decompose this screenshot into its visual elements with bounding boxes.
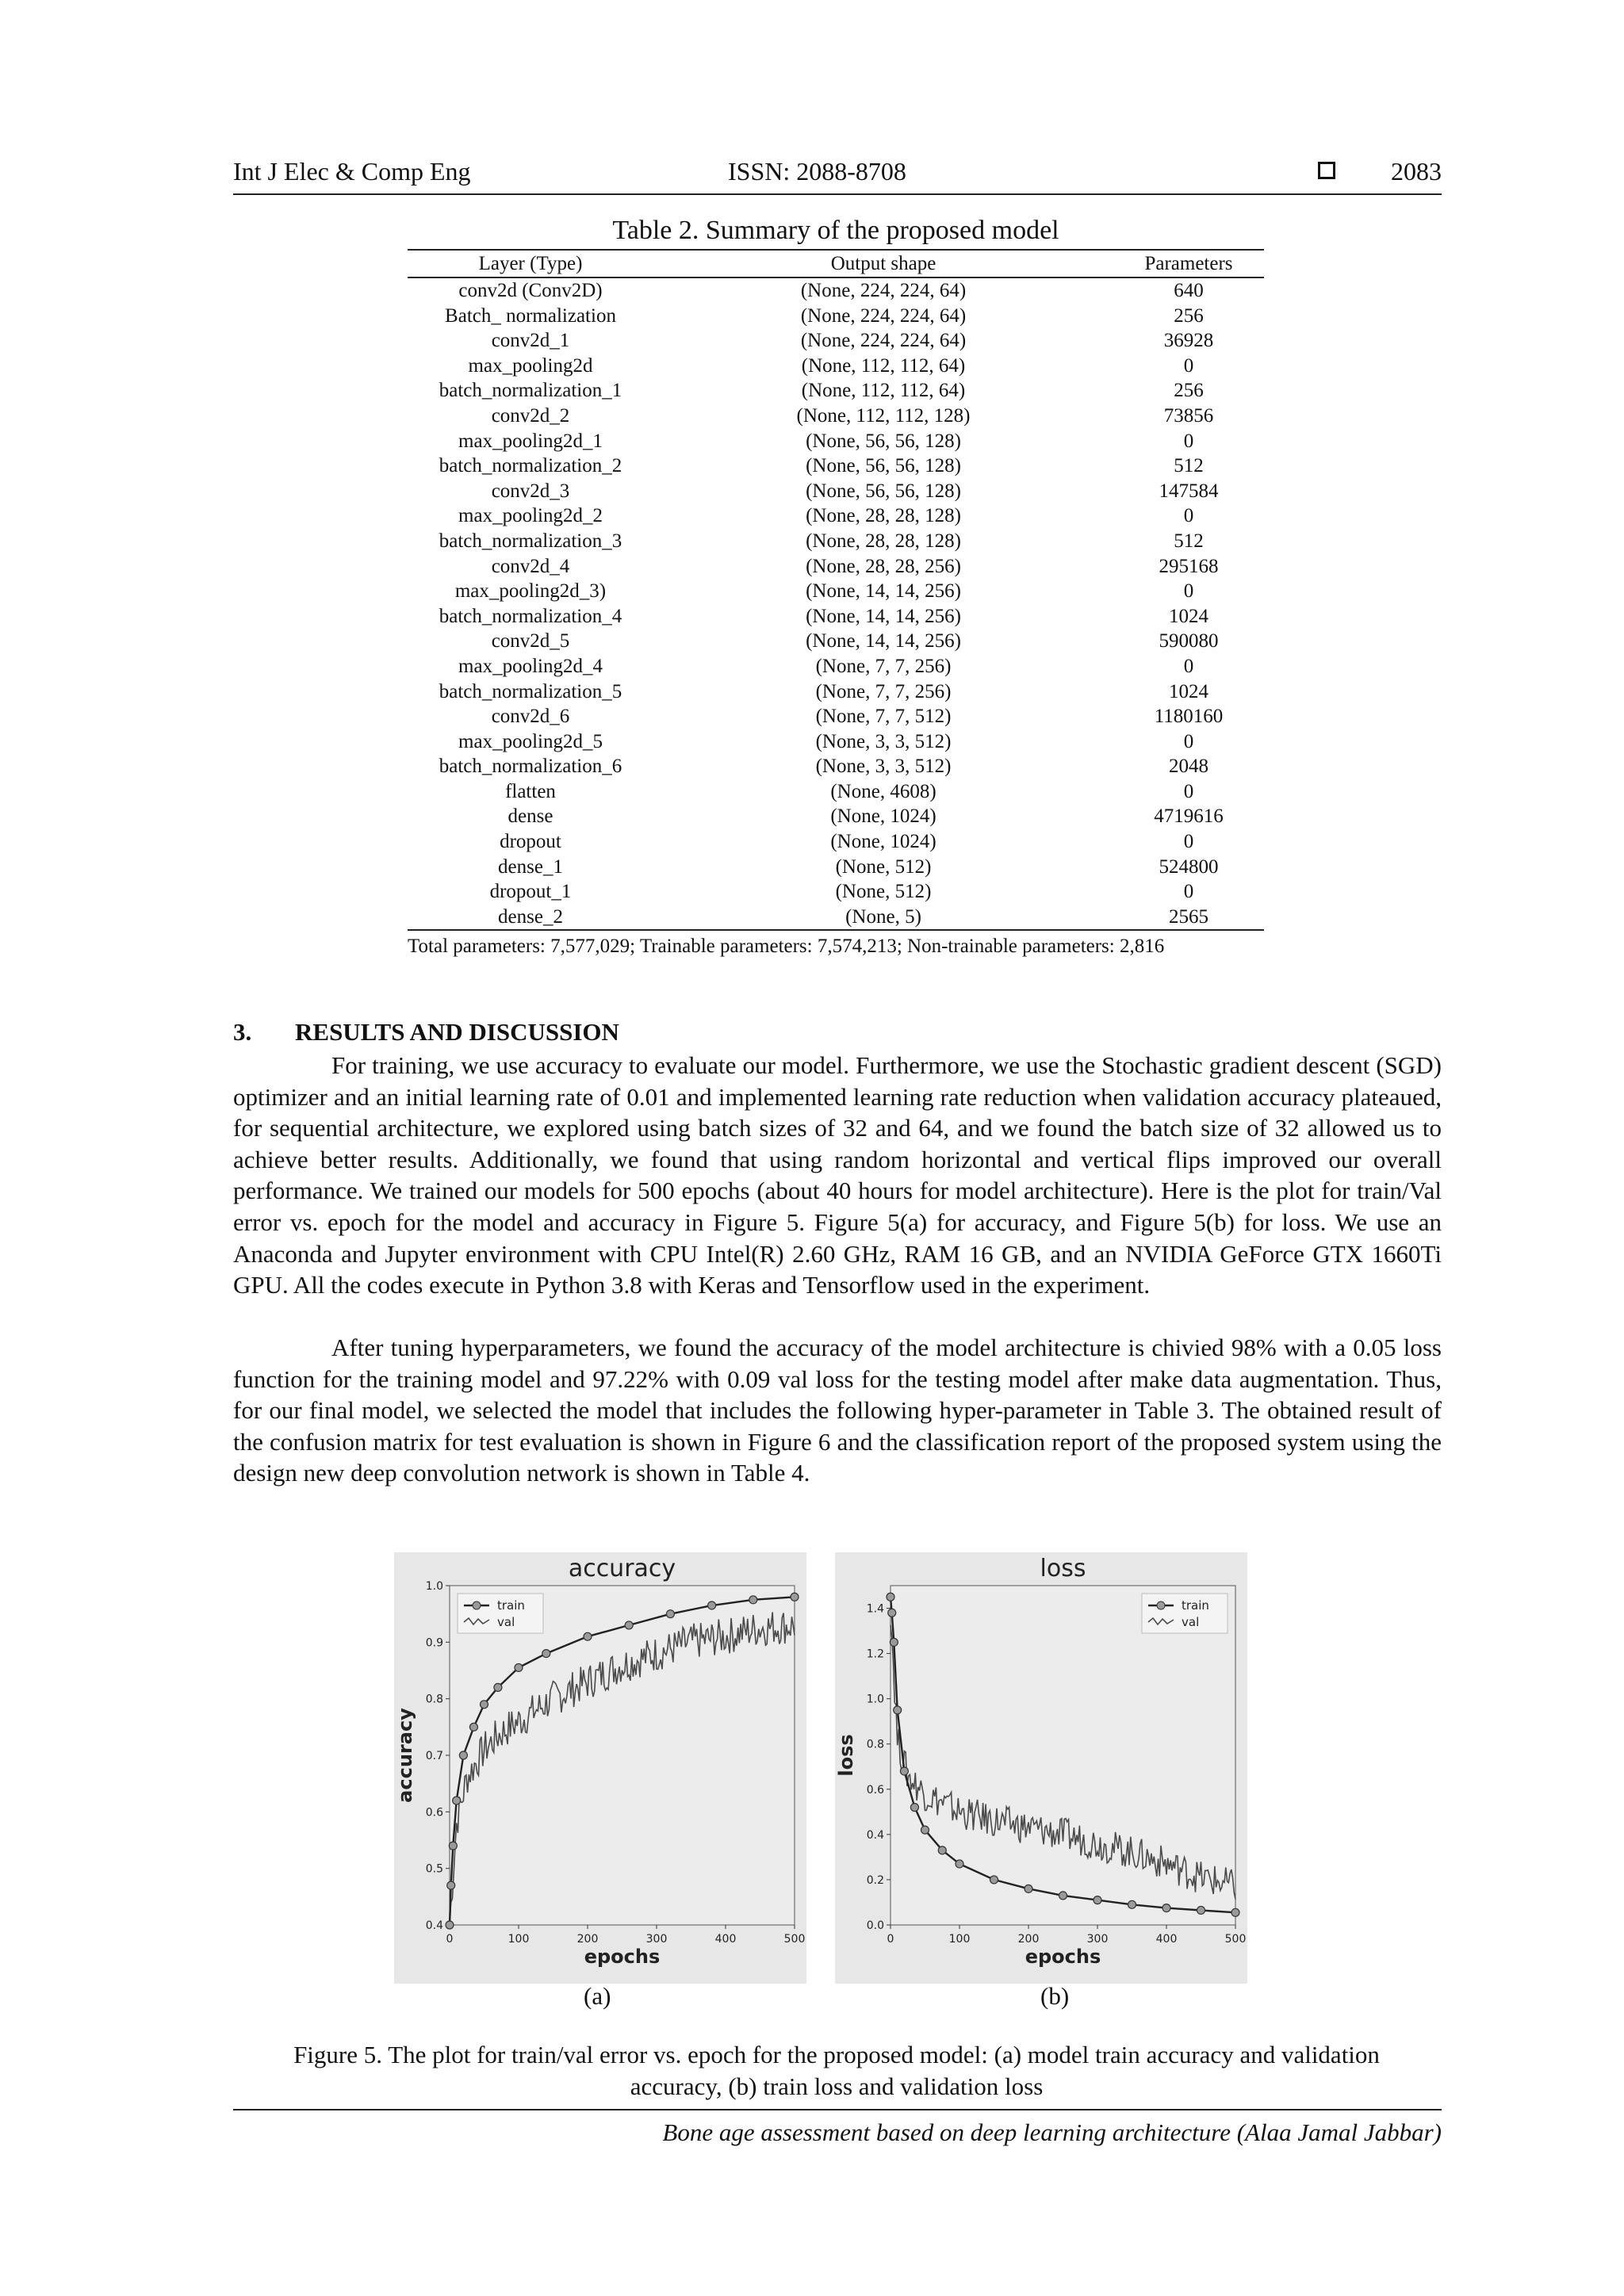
output-shape-cell: (None, 5) bbox=[653, 905, 1113, 931]
parameters-cell: 36928 bbox=[1163, 330, 1214, 352]
parameters-cell: 295168 bbox=[1159, 555, 1219, 577]
y-axis-label: loss bbox=[835, 1734, 857, 1777]
parameters-cell: 0 bbox=[1183, 430, 1194, 452]
table-row bbox=[408, 479, 1264, 504]
train-point bbox=[890, 1638, 898, 1646]
x-tick-label: 400 bbox=[714, 1933, 737, 1946]
y-tick-label: 0.4 bbox=[866, 1828, 884, 1842]
table-row bbox=[408, 404, 1264, 429]
table-row bbox=[408, 579, 1264, 604]
output-shape-cell: (None, 28, 28, 256) bbox=[806, 555, 961, 577]
y-axis-label: accuracy bbox=[394, 1708, 416, 1803]
layer-cell: max_pooling2d_5 bbox=[458, 730, 603, 752]
y-tick-label: 0.0 bbox=[866, 1919, 884, 1932]
output-shape-cell: (None, 112, 112, 64) bbox=[801, 354, 966, 377]
train-point bbox=[956, 1860, 963, 1868]
layer-cell: conv2d_6 bbox=[491, 706, 570, 728]
layer-cell: conv2d_2 bbox=[491, 404, 570, 427]
legend-label: train bbox=[1182, 1598, 1209, 1613]
table-row bbox=[408, 654, 1264, 679]
layer-cell: batch_normalization_1 bbox=[439, 380, 622, 402]
layer-cell: conv2d (Conv2D) bbox=[458, 280, 603, 301]
accuracy-plot bbox=[394, 1552, 806, 1984]
parameters-cell: 147584 bbox=[1159, 480, 1219, 502]
plot-area bbox=[891, 1586, 1235, 1925]
parameters-cell: 1024 bbox=[1169, 605, 1208, 627]
output-shape-cell: (None, 56, 56, 128) bbox=[806, 480, 961, 502]
layer-cell: Batch_ normalization bbox=[445, 304, 616, 327]
y-tick-label: 1.0 bbox=[425, 1580, 443, 1593]
parameters-cell: 0 bbox=[1183, 730, 1194, 752]
layer-cell: dropout_1 bbox=[489, 881, 572, 903]
parameters-cell: 0 bbox=[1183, 655, 1194, 677]
table-row bbox=[408, 629, 1264, 654]
output-shape-cell: (None, 28, 28, 128) bbox=[806, 530, 961, 552]
table-row bbox=[408, 604, 1264, 629]
table-row bbox=[408, 554, 1264, 580]
y-tick-label: 0.5 bbox=[425, 1862, 443, 1876]
output-shape-cell: (None, 3, 3, 512) bbox=[815, 730, 952, 752]
train-point bbox=[625, 1621, 633, 1629]
output-shape-cell: (None, 14, 14, 256) bbox=[806, 630, 961, 652]
x-tick-label: 0 bbox=[887, 1933, 894, 1946]
train-point bbox=[708, 1601, 716, 1609]
x-axis-label: epochs bbox=[1025, 1946, 1101, 1968]
train-point bbox=[449, 1842, 457, 1850]
layer-cell: max_pooling2d bbox=[468, 354, 593, 377]
parameters-cell: 590080 bbox=[1159, 630, 1219, 652]
train-point bbox=[1197, 1906, 1205, 1914]
train-point bbox=[938, 1846, 946, 1854]
output-shape-cell: (None, 56, 56, 128) bbox=[806, 430, 961, 452]
train-point bbox=[584, 1632, 592, 1640]
parameters-cell: 2565 bbox=[1113, 905, 1264, 931]
parameters-cell: 524800 bbox=[1159, 855, 1219, 878]
layer-cell: batch_normalization_5 bbox=[439, 680, 622, 702]
output-shape-cell: (None, 14, 14, 256) bbox=[806, 580, 961, 603]
parameters-cell: 0 bbox=[1183, 580, 1194, 603]
parameters-cell: 0 bbox=[1183, 831, 1194, 853]
train-point bbox=[515, 1663, 523, 1671]
x-tick-label: 500 bbox=[783, 1933, 806, 1946]
train-point bbox=[459, 1751, 467, 1759]
train-point bbox=[542, 1650, 550, 1658]
table-row bbox=[408, 729, 1264, 755]
column-header: Layer (Type) bbox=[408, 250, 653, 277]
table-row bbox=[408, 378, 1264, 404]
y-tick-label: 0.4 bbox=[425, 1919, 443, 1932]
table-row bbox=[408, 879, 1264, 905]
page-number: 2083 bbox=[1391, 157, 1442, 186]
train-point bbox=[990, 1876, 998, 1884]
train-point bbox=[894, 1706, 902, 1714]
square-bullet-icon bbox=[1318, 162, 1335, 179]
output-shape-cell: (None, 4608) bbox=[830, 780, 936, 802]
figure-caption: Figure 5. The plot for train/val error vs. epoch for the proposed model: (a) model train accuracy and validation accuracy, (b) train loss and validation loss bbox=[293, 2041, 1380, 2100]
table-row bbox=[408, 679, 1264, 705]
y-tick-label: 0.8 bbox=[866, 1738, 884, 1751]
layer-cell: conv2d_3 bbox=[491, 480, 570, 502]
output-shape-cell: (None, 224, 224, 64) bbox=[800, 330, 967, 352]
x-tick-label: 0 bbox=[446, 1933, 454, 1946]
x-tick-label: 300 bbox=[645, 1933, 668, 1946]
parameters-cell: 0 bbox=[1183, 505, 1194, 527]
layer-cell: conv2d_4 bbox=[491, 555, 570, 577]
page-footer: Bone age assessment based on deep learning architecture (Alaa Jamal Jabbar) bbox=[233, 2109, 1442, 2147]
x-tick-label: 100 bbox=[508, 1933, 530, 1946]
y-tick-label: 0.6 bbox=[425, 1806, 443, 1820]
train-point bbox=[1059, 1892, 1067, 1900]
layer-cell: max_pooling2d_3) bbox=[454, 580, 607, 603]
table-row bbox=[408, 855, 1264, 880]
train-point bbox=[1162, 1904, 1170, 1912]
parameters-cell: 0 bbox=[1183, 354, 1194, 377]
train-point bbox=[1231, 1908, 1239, 1916]
legend-label: train bbox=[497, 1598, 525, 1613]
parameters-cell: 1024 bbox=[1169, 680, 1208, 702]
table-row bbox=[408, 529, 1264, 554]
output-shape-cell: (None, 7, 7, 512) bbox=[815, 706, 952, 728]
train-point bbox=[887, 1593, 894, 1601]
x-axis-label: epochs bbox=[584, 1946, 661, 1968]
issn: ISSN: 2088-8708 bbox=[728, 157, 906, 186]
output-shape-cell: (None, 3, 3, 512) bbox=[815, 756, 952, 778]
layer-cell: dense_1 bbox=[498, 855, 563, 878]
table-row bbox=[408, 905, 1264, 931]
x-tick-label: 200 bbox=[1017, 1933, 1040, 1946]
layer-cell: batch_normalization_4 bbox=[439, 605, 622, 627]
parameters-cell: 256 bbox=[1174, 380, 1204, 402]
x-tick-label: 400 bbox=[1155, 1933, 1178, 1946]
train-point bbox=[469, 1723, 477, 1731]
train-point bbox=[791, 1593, 799, 1601]
legend-label: val bbox=[497, 1615, 515, 1629]
layer-cell: max_pooling2d_2 bbox=[458, 505, 603, 527]
parameters-cell: 2048 bbox=[1169, 756, 1208, 778]
parameters-cell: 73856 bbox=[1163, 404, 1214, 427]
y-tick-label: 1.4 bbox=[866, 1602, 884, 1616]
table-note: Total parameters: 7,577,029; Trainable parameters: 7,574,213; Non-trainable parameters: 2,816 bbox=[408, 936, 1165, 957]
column-header: Parameters bbox=[1113, 250, 1264, 277]
layer-cell: dropout bbox=[500, 831, 561, 853]
y-tick-label: 0.8 bbox=[425, 1693, 443, 1706]
layer-cell: batch_normalization_6 bbox=[439, 756, 622, 778]
layer-cell: max_pooling2d_4 bbox=[458, 655, 603, 677]
table-row bbox=[408, 704, 1264, 729]
layer-cell: dense bbox=[508, 806, 553, 828]
table-row bbox=[408, 804, 1264, 829]
table-row bbox=[408, 829, 1264, 855]
layer-cell: batch_normalization_2 bbox=[439, 455, 622, 477]
output-shape-cell: (None, 112, 112, 128) bbox=[796, 404, 971, 427]
table-row bbox=[408, 754, 1264, 779]
train-point bbox=[888, 1609, 896, 1617]
table-row bbox=[408, 429, 1264, 454]
table-row bbox=[408, 304, 1264, 329]
parameters-cell: 0 bbox=[1183, 881, 1194, 903]
x-tick-label: 200 bbox=[576, 1933, 599, 1946]
y-tick-label: 0.2 bbox=[866, 1873, 884, 1887]
layer-cell: batch_normalization_3 bbox=[439, 530, 622, 552]
chart-title: accuracy bbox=[568, 1555, 676, 1582]
layer-cell: flatten bbox=[505, 780, 556, 802]
train-point bbox=[900, 1767, 908, 1775]
output-shape-cell: (None, 224, 224, 64) bbox=[800, 304, 967, 327]
y-tick-label: 0.6 bbox=[866, 1783, 884, 1797]
body-paragraph: After tuning hyperparameters, we found the accuracy of the model architecture is chivied 98% with a 0.05 loss function for the training model and 97.22% with 0.09 val loss for the testing model after make data augmentation. Thus, for our final model, we selected the model that includes the following hyper-parameter in Table 3. The obtained result of the confusion matrix for test evaluation is shown in Figure 6 and the classification report of the proposed system using the design new deep convolution network is shown in Table 4. bbox=[233, 1334, 1442, 1487]
subfigure-label-a: (a) bbox=[584, 1982, 611, 2010]
train-point bbox=[1128, 1900, 1136, 1908]
train-point bbox=[453, 1797, 461, 1804]
section-title: RESULTS AND DISCUSSION bbox=[295, 1018, 619, 1046]
section-heading bbox=[233, 1018, 619, 1047]
page-header bbox=[233, 157, 1442, 195]
x-tick-label: 500 bbox=[1224, 1933, 1247, 1946]
legend-label: val bbox=[1182, 1615, 1200, 1629]
train-point bbox=[494, 1683, 502, 1691]
train-point bbox=[749, 1596, 757, 1604]
table-header-row bbox=[408, 250, 1264, 277]
y-tick-label: 1.0 bbox=[866, 1693, 884, 1706]
train-point bbox=[921, 1826, 929, 1834]
parameters-cell: 256 bbox=[1174, 304, 1204, 327]
chart-title: loss bbox=[1040, 1555, 1086, 1582]
x-tick-label: 300 bbox=[1086, 1933, 1109, 1946]
y-tick-label: 0.9 bbox=[425, 1636, 443, 1650]
y-tick-label: 1.2 bbox=[866, 1647, 884, 1661]
parameters-cell: 4719616 bbox=[1154, 806, 1224, 828]
output-shape-cell: (None, 28, 28, 128) bbox=[806, 505, 961, 527]
table-row bbox=[408, 779, 1264, 805]
layer-cell: conv2d_1 bbox=[491, 330, 570, 352]
train-point bbox=[447, 1881, 455, 1889]
legend-train-marker bbox=[1157, 1601, 1165, 1609]
layer-cell: max_pooling2d_1 bbox=[458, 430, 603, 452]
parameters-cell: 1180160 bbox=[1154, 706, 1224, 728]
output-shape-cell: (None, 7, 7, 256) bbox=[815, 655, 952, 677]
output-shape-cell: (None, 224, 224, 64) bbox=[800, 280, 967, 301]
output-shape-cell: (None, 112, 112, 64) bbox=[801, 380, 966, 402]
output-shape-cell: (None, 56, 56, 128) bbox=[806, 455, 961, 477]
table-row bbox=[408, 503, 1264, 529]
parameters-cell: 512 bbox=[1174, 455, 1204, 477]
output-shape-cell: (None, 512) bbox=[835, 881, 932, 903]
train-point bbox=[446, 1921, 454, 1929]
train-point bbox=[1094, 1896, 1101, 1904]
train-point bbox=[1025, 1885, 1032, 1892]
train-point bbox=[910, 1804, 918, 1812]
output-shape-cell: (None, 7, 7, 256) bbox=[815, 680, 952, 702]
table-row bbox=[408, 354, 1264, 379]
table-title: Table 2. Summary of the proposed model bbox=[612, 216, 1059, 245]
table-row bbox=[408, 453, 1264, 479]
output-shape-cell: (None, 14, 14, 256) bbox=[806, 605, 961, 627]
output-shape-cell: (None, 1024) bbox=[830, 806, 936, 828]
train-point bbox=[666, 1610, 674, 1618]
train-point bbox=[481, 1701, 488, 1709]
layer-cell: dense_2 bbox=[408, 905, 653, 931]
layer-cell: conv2d_5 bbox=[491, 630, 570, 652]
section-number: 3. bbox=[233, 1018, 252, 1046]
body-paragraph: For training, we use accuracy to evaluate our model. Furthermore, we use the Stochastic gradient descent (SGD) optimizer and an initial learning rate of 0.01 and implemented learning rate reduction when validation accuracy plateaued, for sequential architecture, we explored using batch sizes of 32 and 64, and we found the batch size of 32 allowed us to achieve better results. Additionally, we found that using random horizontal and vertical flips improved our overall performance. We trained our models for 500 epochs (about 40 hours for model architecture). Here is the plot for train/Val error vs. epoch for the model and accuracy in Figure 5. Figure 5(a) for accuracy, and Figure 5(b) for loss. We use an Anaconda and Jupyter environment with CPU Intel(R) 2.60 GHz, RAM 16 GB, and an NVIDIA GeForce GTX 1660Ti GPU. All the codes execute in Python 3.8 with Keras and Tensorflow used in the experiment. bbox=[233, 1051, 1442, 1299]
legend-train-marker bbox=[473, 1601, 481, 1609]
output-shape-cell: (None, 512) bbox=[835, 855, 932, 878]
parameters-cell: 0 bbox=[1183, 780, 1194, 802]
parameters-cell: 512 bbox=[1174, 530, 1204, 552]
parameters-cell: 640 bbox=[1174, 280, 1204, 301]
table-row bbox=[408, 277, 1264, 304]
column-header: Output shape bbox=[653, 250, 1113, 277]
subfigure-label-b: (b) bbox=[1040, 1982, 1070, 2010]
output-shape-cell: (None, 1024) bbox=[830, 831, 936, 853]
loss-plot bbox=[835, 1552, 1247, 1984]
table-row bbox=[408, 328, 1264, 354]
journal-name: Int J Elec & Comp Eng bbox=[233, 157, 471, 186]
x-tick-label: 100 bbox=[948, 1933, 971, 1946]
model-summary-table bbox=[408, 249, 1264, 931]
y-tick-label: 0.7 bbox=[425, 1750, 443, 1762]
